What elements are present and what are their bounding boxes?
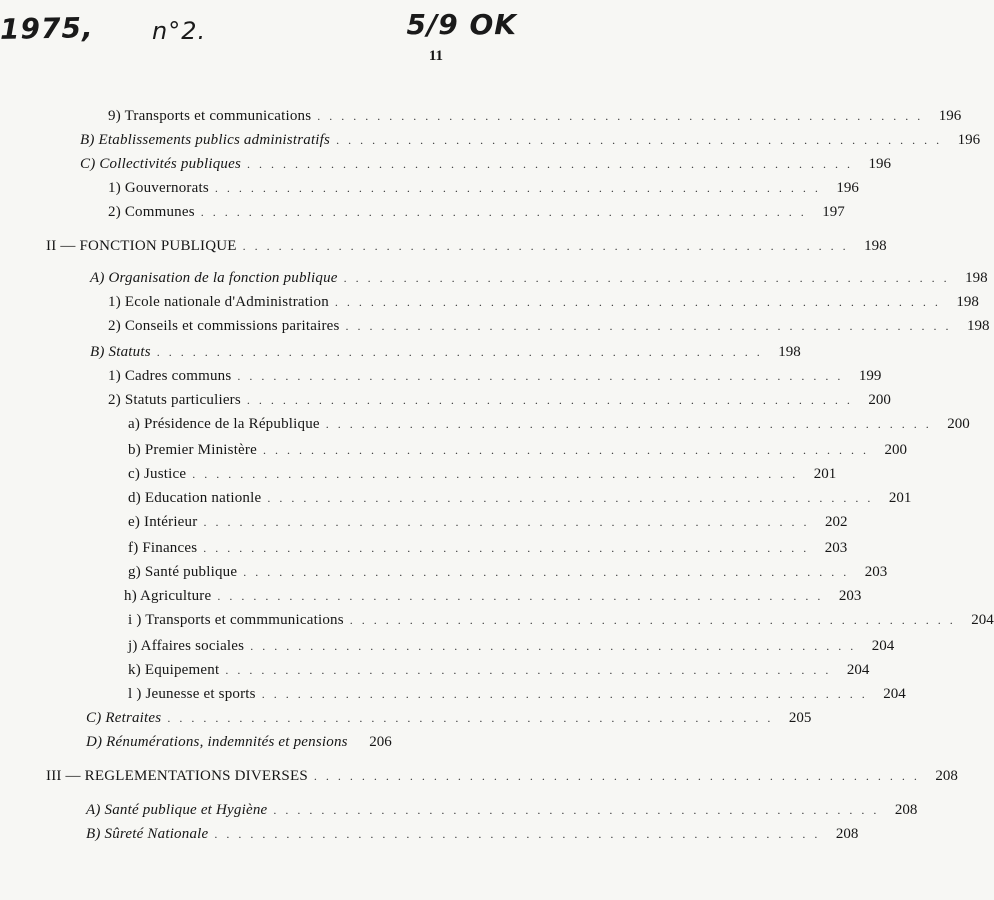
toc-entry-statuts-particuliers: 2) Statuts particuliers . . . . . . . . . . . . . . . . . . . . . . . . . . . . . . . . . . . . . . . . . . . . . . . . . . . 200 xyxy=(108,392,891,408)
toc-entry-premier-ministere: b) Premier Ministère . . . . . . . . . . . . . . . . . . . . . . . . . . . . . . . . . . . . . . . . . . . . . . . . . . . 200 xyxy=(128,442,907,458)
toc-entry-conseils: 2) Conseils et commissions paritaires . . . . . . . . . . . . . . . . . . . . . . . . . . . . . . . . . . . . . . . . . . . . . . . . . . . 198 xyxy=(108,318,990,334)
toc-entry-sante-hygiene: A) Santé publique et Hygiène . . . . . . . . . . . . . . . . . . . . . . . . . . . . . . . . . . . . . . . . . . . . . . . . . . . 208 xyxy=(86,802,918,818)
toc-entry-presidence: a) Présidence de la République . . . . . . . . . . . . . . . . . . . . . . . . . . . . . . . . . . . . . . . . . . . . . . . . . . . 200 xyxy=(128,416,970,432)
toc-entry-ecole-nationale: 1) Ecole nationale d'Administration . . . . . . . . . . . . . . . . . . . . . . . . . . . . . . . . . . . . . . . . . . . . . . . . . . . 198 xyxy=(108,294,979,310)
handwritten-reference: 5/9 OK xyxy=(406,8,517,41)
toc-entry-surete-nationale: B) Sûreté Nationale . . . . . . . . . . . . . . . . . . . . . . . . . . . . . . . . . . . . . . . . . . . . . . . . . . . 208 xyxy=(86,826,859,842)
toc-section-fonction-publique: II — FONCTION PUBLIQUE . . . . . . . . . . . . . . . . . . . . . . . . . . . . . . . . . . . . . . . . . . . . . . . . . . . 198 xyxy=(46,238,887,254)
toc-entry-affaires-sociales: j) Affaires sociales . . . . . . . . . . . . . . . . . . . . . . . . . . . . . . . . . . . . . . . . . . . . . . . . . . . 204 xyxy=(128,638,895,654)
toc-entry-gouvernorats: 1) Gouvernorats . . . . . . . . . . . . . . . . . . . . . . . . . . . . . . . . . . . . . . . . . . . . . . . . . . . 196 xyxy=(108,180,859,196)
toc-entry-transports-communications: i ) Transports et commmunications . . . . . . . . . . . . . . . . . . . . . . . . . . . . . . . . . . . . . . . . . . . . . . . . . . . 204 xyxy=(128,612,994,628)
toc-entry-jeunesse-sports: l ) Jeunesse et sports . . . . . . . . . . . . . . . . . . . . . . . . . . . . . . . . . . . . . . . . . . . . . . . . . . . 204 xyxy=(128,686,906,702)
toc-entry-transports: 9) Transports et communications . . . . . . . . . . . . . . . . . . . . . . . . . . . . . . . . . . . . . . . . . . . . . . . . . . . 196 xyxy=(108,108,962,124)
toc-entry-etablissements: B) Etablissements publics administratifs . . . . . . . . . . . . . . . . . . . . . . . . . . . . . . . . . . . . . . . . . . . . . . . . . . . 196 xyxy=(80,132,981,148)
page-number: 11 xyxy=(428,48,443,64)
toc-entry-education: d) Education nationle . . . . . . . . . . . . . . . . . . . . . . . . . . . . . . . . . . . . . . . . . . . . . . . . . . . 201 xyxy=(128,490,912,506)
toc-entry-finances: f) Finances . . . . . . . . . . . . . . . . . . . . . . . . . . . . . . . . . . . . . . . . . . . . . . . . . . . 203 xyxy=(128,540,848,556)
toc-entry-interieur: e) Intérieur . . . . . . . . . . . . . . . . . . . . . . . . . . . . . . . . . . . . . . . . . . . . . . . . . . . 202 xyxy=(128,514,848,530)
toc-entry-retraites: C) Retraites . . . . . . . . . . . . . . . . . . . . . . . . . . . . . . . . . . . . . . . . . . . . . . . . . . . 205 xyxy=(86,710,812,726)
toc-entry-statuts: B) Statuts . . . . . . . . . . . . . . . . . . . . . . . . . . . . . . . . . . . . . . . . . . . . . . . . . . . 198 xyxy=(90,344,801,360)
toc-entry-sante-publique: g) Santé publique . . . . . . . . . . . . . . . . . . . . . . . . . . . . . . . . . . . . . . . . . . . . . . . . . . . 203 xyxy=(128,564,888,580)
toc-entry-agriculture: h) Agriculture . . . . . . . . . . . . . . . . . . . . . . . . . . . . . . . . . . . . . . . . . . . . . . . . . . . 203 xyxy=(124,588,862,604)
toc-entry-remunerations: D) Rénumérations, indemnités et pensions 206 xyxy=(86,734,392,750)
toc-section-reglementations: III — REGLEMENTATIONS DIVERSES . . . . . . . . . . . . . . . . . . . . . . . . . . . . . . . . . . . . . . . . . . . . . . . . . . . 208 xyxy=(46,768,958,784)
toc-entry-organisation: A) Organisation de la fonction publique . . . . . . . . . . . . . . . . . . . . . . . . . . . . . . . . . . . . . . . . . . . . . . . . . . . 198 xyxy=(90,270,988,286)
handwritten-issue-number: n°2. xyxy=(152,17,207,45)
handwritten-year: 1975, xyxy=(0,11,94,46)
toc-entry-collectivites: C) Collectivités publiques . . . . . . . . . . . . . . . . . . . . . . . . . . . . . . . . . . . . . . . . . . . . . . . . . . . 196 xyxy=(80,156,892,172)
toc-entry-justice: c) Justice . . . . . . . . . . . . . . . . . . . . . . . . . . . . . . . . . . . . . . . . . . . . . . . . . . . 201 xyxy=(128,466,837,482)
toc-entry-communes: 2) Communes . . . . . . . . . . . . . . . . . . . . . . . . . . . . . . . . . . . . . . . . . . . . . . . . . . . 197 xyxy=(108,204,845,220)
toc-entry-equipement: k) Equipement . . . . . . . . . . . . . . . . . . . . . . . . . . . . . . . . . . . . . . . . . . . . . . . . . . . 204 xyxy=(128,662,870,678)
toc-entry-cadres-communs: 1) Cadres communs . . . . . . . . . . . . . . . . . . . . . . . . . . . . . . . . . . . . . . . . . . . . . . . . . . . 199 xyxy=(108,368,882,384)
